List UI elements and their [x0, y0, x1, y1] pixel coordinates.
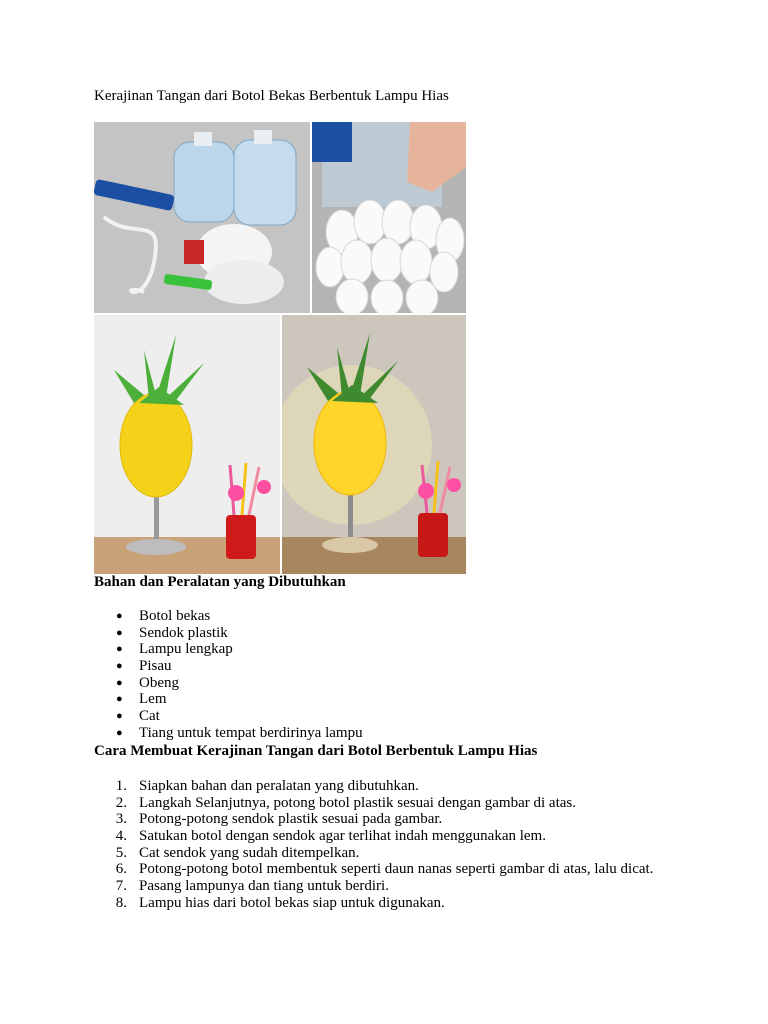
steps-list: [94, 778, 653, 912]
bullet-icon: ●: [116, 626, 123, 639]
list-item: ● Lampu lengkap: [116, 641, 233, 658]
list-item: 8. Lampu hias dari botol bekas siap untuk digunakan.: [115, 894, 445, 911]
materials-list: [94, 608, 363, 742]
list-item: 7. Pasang lampunya dan tiang untuk berdiri.: [115, 878, 389, 895]
bullet-icon: ●: [116, 610, 123, 622]
list-item: ● Cat: [116, 708, 160, 725]
bullet-icon: ●: [116, 693, 123, 706]
list-item: 6. Potong-potong botol membentuk seperti daun nanas seperti gambar di atas, lalu dicat.: [115, 861, 654, 878]
materials-heading: Bahan dan Peralatan yang Dibutuhkan: [94, 574, 346, 590]
photo-gluing-spoons: [312, 122, 466, 313]
document-title: Kerajinan Tangan dari Botol Bekas Berbentuk Lampu Hias: [94, 88, 449, 104]
list-item: ● Lem: [116, 691, 167, 708]
list-item: ● Sendok plastik: [116, 624, 228, 641]
list-item: 3. Potong-potong sendok plastik sesuai pada gambar.: [115, 811, 443, 828]
craft-photo-collage: [94, 122, 466, 574]
photo-pineapple-lamp-off: [94, 315, 280, 574]
list-item: 2. Langkah Selanjutnya, potong botol plastik sesuai dengan gambar di atas.: [115, 794, 576, 811]
list-item: ● Botol bekas: [116, 608, 211, 624]
bullet-icon: ●: [116, 643, 123, 656]
list-item: 5. Cat sendok yang sudah ditempelkan.: [115, 844, 360, 861]
list-item: ● Pisau: [116, 658, 172, 675]
photo-materials: [94, 122, 310, 313]
steps-heading: Cara Membuat Kerajinan Tangan dari Botol Berbentuk Lampu Hias: [94, 743, 538, 759]
list-item: 1. Siapkan bahan dan peralatan yang dibutuhkan.: [115, 778, 419, 794]
list-item: ● Obeng: [116, 674, 179, 691]
list-item: ● Tiang untuk tempat berdirinya lampu: [116, 724, 363, 741]
bullet-icon: ●: [116, 660, 123, 673]
bullet-icon: ●: [116, 676, 123, 689]
bullet-icon: ●: [116, 710, 123, 723]
list-item: 4. Satukan botol dengan sendok agar terlihat indah menggunakan lem.: [115, 828, 546, 845]
photo-pineapple-lamp-on: [282, 315, 466, 574]
bullet-icon: ●: [116, 726, 123, 739]
